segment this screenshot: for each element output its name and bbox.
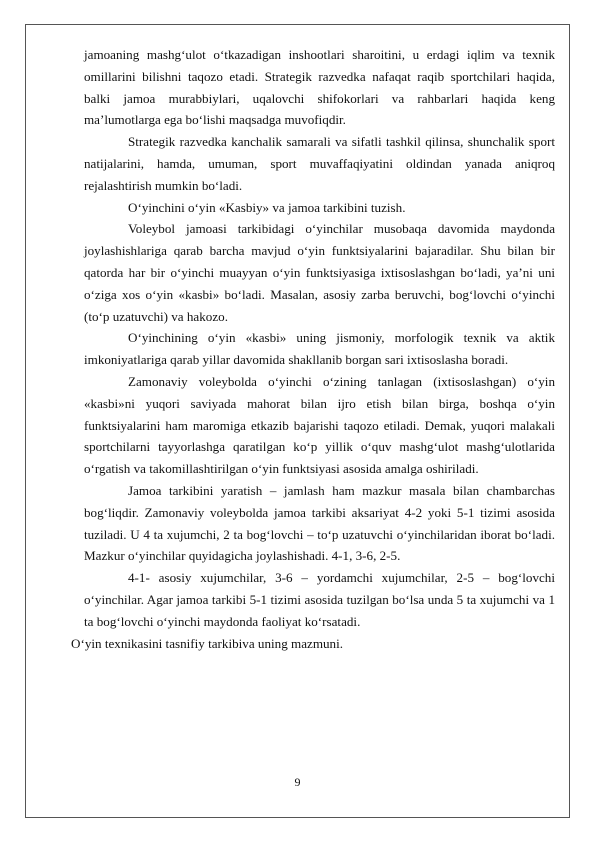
paragraph: O‘yinchining o‘yin «kasbi» uning jismoniy, morfologik texnik va aktik imkoniyatlariga qarab yillar davomida shakllanib borgan sari ixtisoslasha boradi. xyxy=(84,330,555,368)
section-heading: O‘yinchini o‘yin «Kasbiy» va jamoa tarkibini tuzish. xyxy=(128,199,406,215)
paragraph: 4-1- asosiy xujumchilar, 3-6 – yordamchi xujumchilar, 2-5 – bog‘lovchi o‘yinchilar. Agar jamoa tarkibi 5-1 tizimi asosida tuzilgan bo‘lsa unda 5 ta xujumchi va 1 ta bog‘lovchi o‘yinchi maydonda faoliyat ko‘rsatadi. xyxy=(84,570,555,629)
section-heading: O‘yin texnikasini tasnifiy tarkibiva uning mazmuni. xyxy=(71,635,344,651)
page-number: 9 xyxy=(294,775,301,789)
paragraph: Jamoa tarkibini yaratish – jamlash ham mazkur masala bilan chambarchas bog‘liqdir. Zamonaviy voleybolda jamoa tarkibi aksariyat 4-2 yoki 5-1 tizimi asosida tuziladi. U 4 ta xujumchi, 2 ta bog‘lovchi – to‘p uzatuvchi o‘yinchilaridan iborat bo‘ladi. Mazkur o‘yinchilar quyidagicha joylashishadi. 4-1, 3-6, 2-5. xyxy=(84,482,555,564)
paragraph: Zamonaviy voleybolda o‘yinchi o‘zining tanlagan (ixtisoslashgan) o‘yin «kasbi»ni yuqori saviyada mahorat bilan ijro etish bilan birga, boshqa o‘yin funktsiyalarini ham maromiga etkazib bajarishi taqozo etiladi. Demak, yuqori malakali sportchilarni tayyorlashga qaratilgan ko‘p yillik o‘quv mashg‘ulot mashg‘ulotlarida o‘rgatish va takomillashtirilgan o‘yin funktsiyasi asosida amalga oshiriladi. xyxy=(84,373,555,477)
paragraph: Strategik razvedka kanchalik samarali va sifatli tashkil qilinsa, shunchalik sport natijalarini, hamda, umuman, sport muvaffaqiyatini oldindan yanada aniqroq rejalashtirish mumkin bo‘ladi. xyxy=(84,134,555,193)
paragraph: Voleybol jamoasi tarkibidagi o‘yinchilar musobaqa davomida maydonda joylashishlariga qarab barcha mavjud o‘yin funktsiyalarini bajaradilar. Shu bilan bir qatorda har bir o‘yinchi muayyan o‘yin funktsiyasiga ixtisoslashgan bo‘ladi, ya’ni uni o‘ziga xos o‘yin «kasbi» bo‘ladi. Masalan, asosiy zarba beruvchi, bog‘lovchi o‘yinchi (to‘p uzatuvchi) va hakozo. xyxy=(84,221,555,324)
document-body xyxy=(71,44,555,654)
paragraph: jamoaning mashg‘ulot o‘tkazadigan inshootlari sharoitini, u erdagi iqlim va texnik omillarini bilishni taqozo etadi. Strategik razvedka nafaqat raqib sportchilari haqida, balki jamoa murabbiylari, uqalovchi shifokorlari va rahbarlari haqida keng ma’lumotlarga ega bo‘lishi maqsadga muvofiqdir. xyxy=(84,47,555,128)
